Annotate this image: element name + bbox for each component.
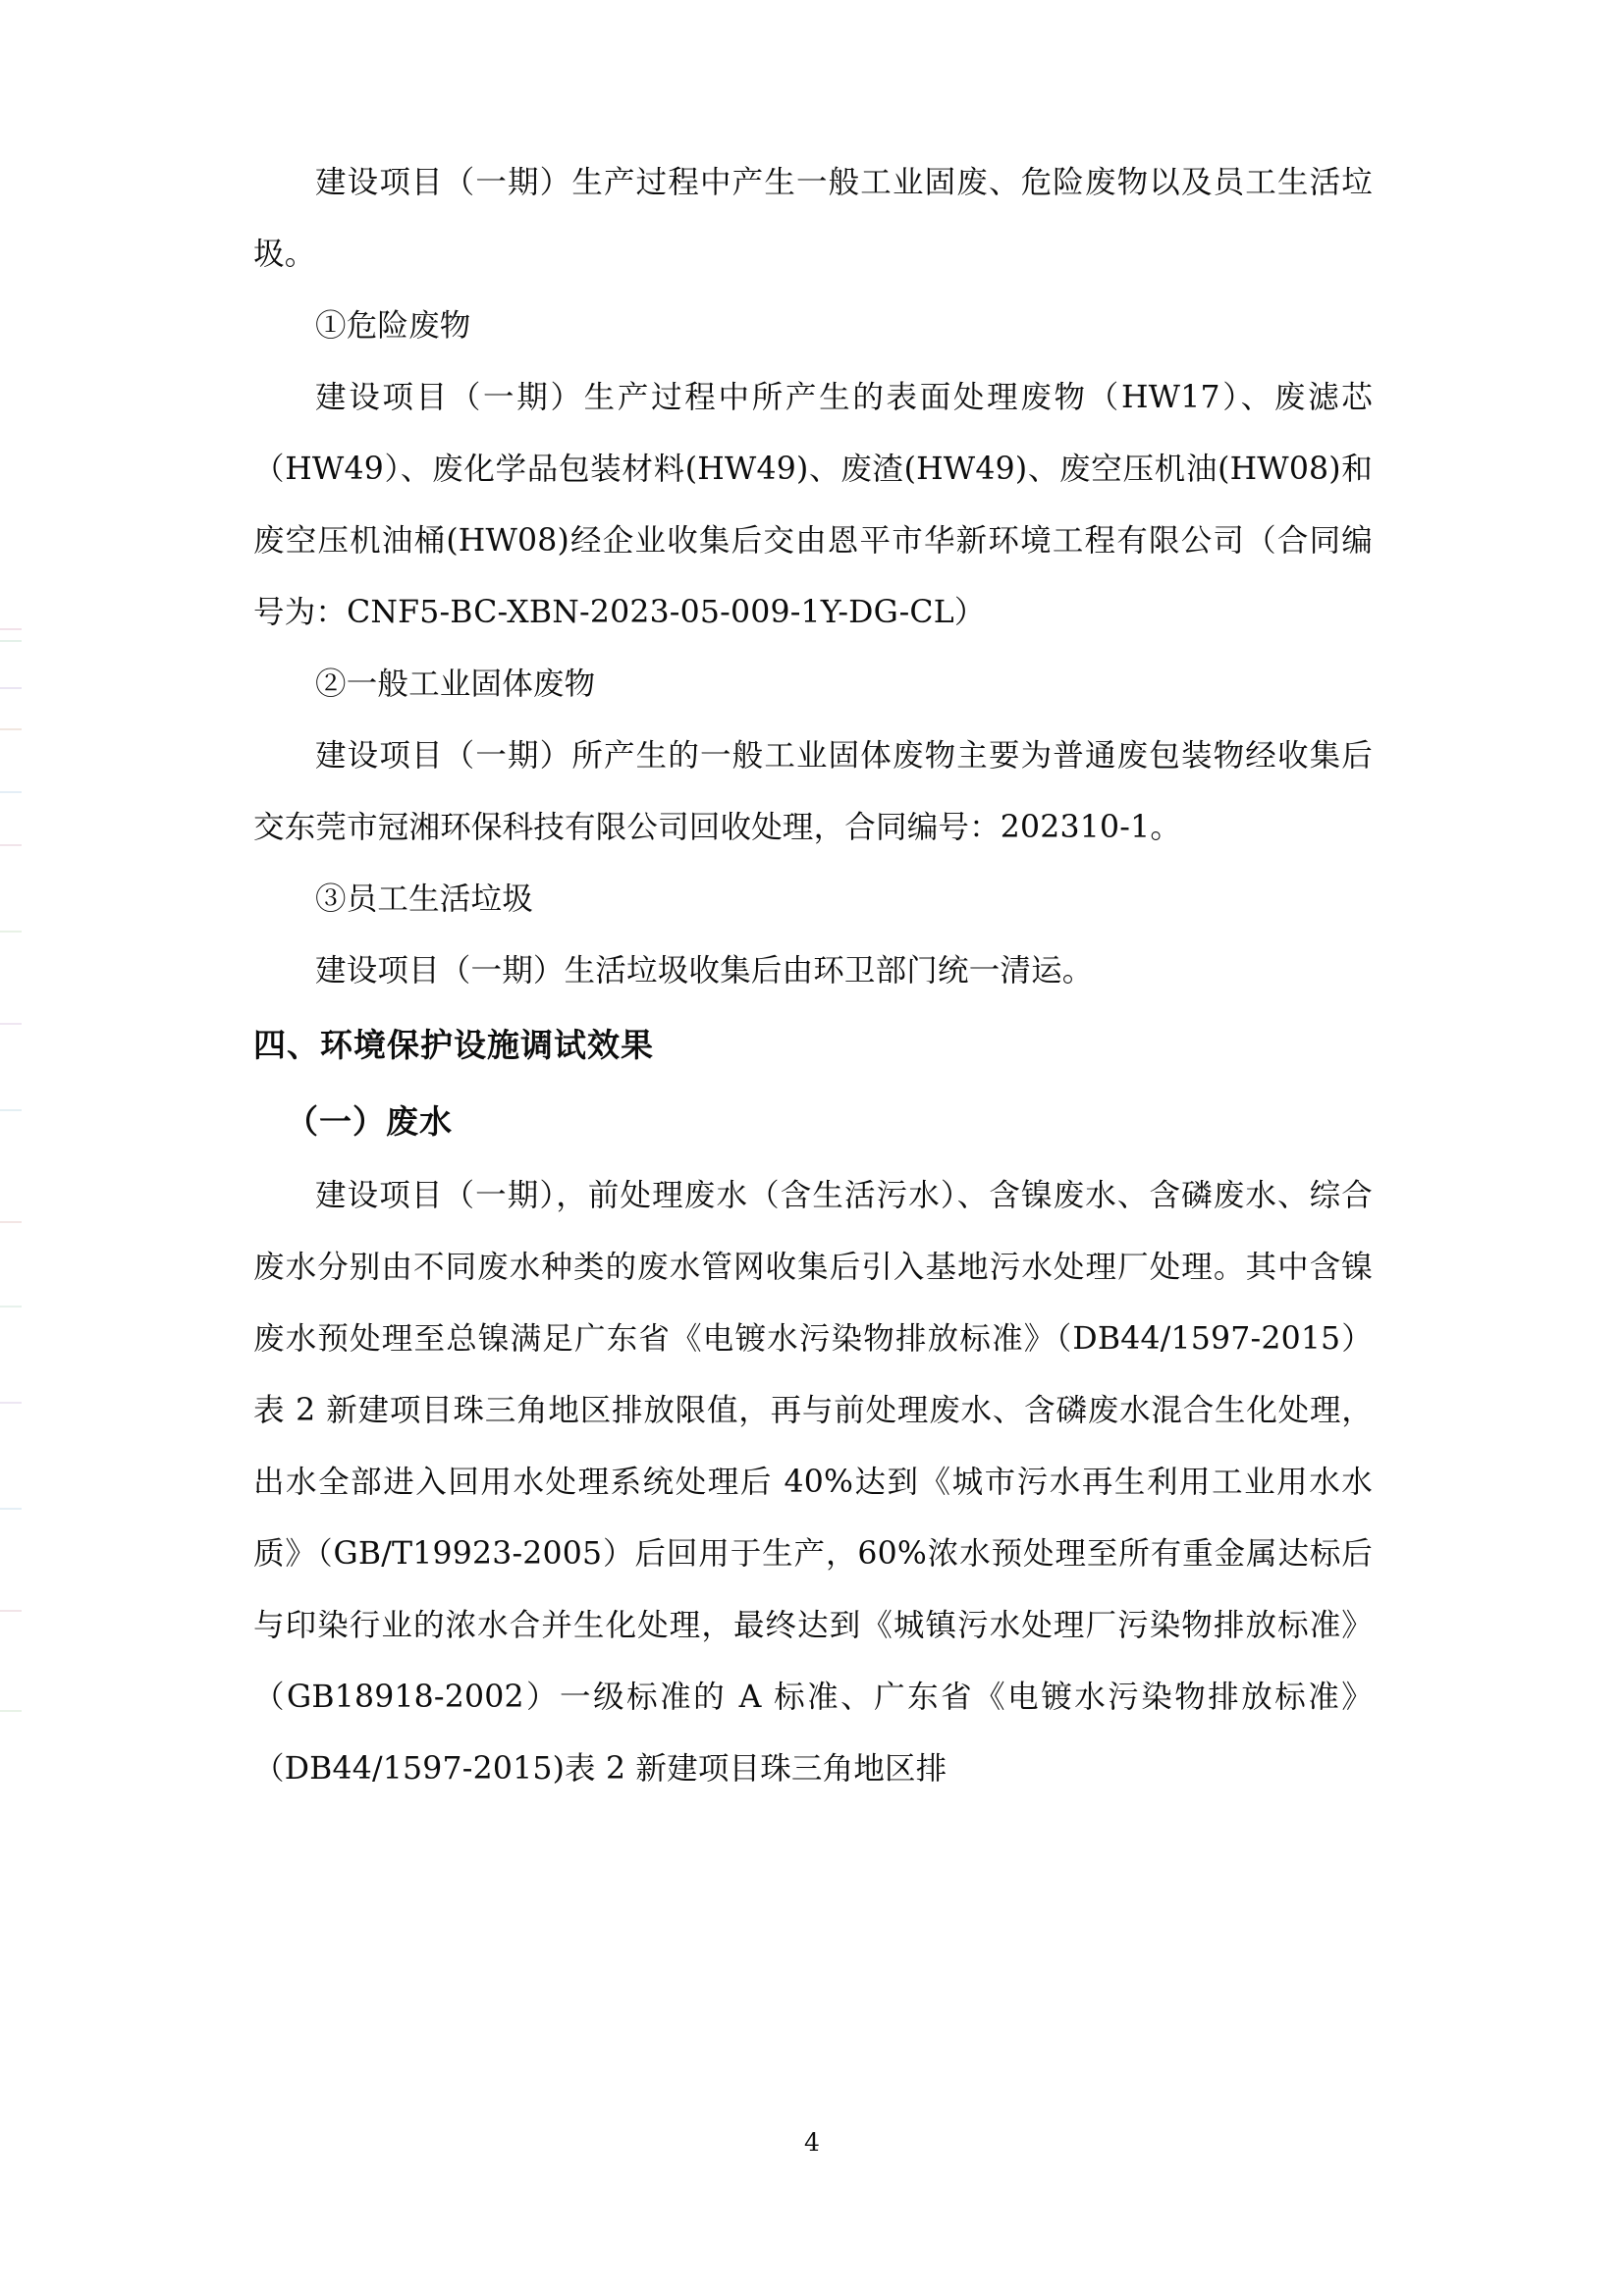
section-heading-4: 四、环境保护设施调试效果: [253, 1026, 654, 1064]
paragraph-general-solid-waste: 建设项目（一期）所产生的一般工业固体废物主要为普通废包装物经收集后交东莞市冠湘环保科技有限公司回收处理，合同编号：202310-1。: [253, 738, 1373, 845]
paragraph-item-2-heading: ②一般工业固体废物: [315, 667, 596, 702]
paragraph-item-1-heading: ①危险废物: [315, 308, 471, 344]
subsection-heading-wastewater: （一）废水: [286, 1102, 453, 1141]
paragraph-hazardous-waste: 建设项目（一期）生产过程中所产生的表面处理废物（HW17）、废滤芯（HW49）、废化学品包装材料(HW49)、废渣(HW49)、废空压机油(HW08)和废空压机油桶(HW08)经企业收集后交由恩平市华新环境工程有限公司（合同编号为：CNF5-BC-XBN-2023-05-009-1Y-DG-CL）: [253, 380, 1373, 630]
paragraph-wastewater-detail: 建设项目（一期），前处理废水（含生活污水）、含镍废水、含磷废水、综合废水分别由不同废水种类的废水管网收集后引入基地污水处理厂处理。其中含镍废水预处理至总镍满足广东省《电镀水污染物排放标准》（DB44/1597-2015）表 2 新建项目珠三角地区排放限值，再与前处理废水、含磷废水混合生化处理，出水全部进入回用水处理系统处理后 40%达到《城市污水再生利用工业用水水质》（GB/T19923-2005）后回用于生产，60%浓水预处理至所有重金属达标后与印染行业的浓水合并生化处理，最终达到《城镇污水处理厂污染物排放标准》（GB18918-2002）一级标准的 A 标准、广东省《电镀水污染物排放标准》（DB44/1597-2015)表 2 新建项目珠三角地区排: [253, 1178, 1373, 1787]
paragraph-item-3-heading: ③员工生活垃圾: [315, 881, 533, 917]
page-number: 4: [804, 2128, 820, 2157]
scan-noise-artifact: [0, 0, 22, 2296]
paragraph-domestic-waste: 建设项目（一期）生活垃圾收集后由环卫部门统一清运。: [315, 953, 1094, 988]
page-body: [253, 147, 1373, 1805]
paragraph-intro: 建设项目（一期）生产过程中产生一般工业固废、危险废物以及员工生活垃圾。: [253, 165, 1373, 272]
